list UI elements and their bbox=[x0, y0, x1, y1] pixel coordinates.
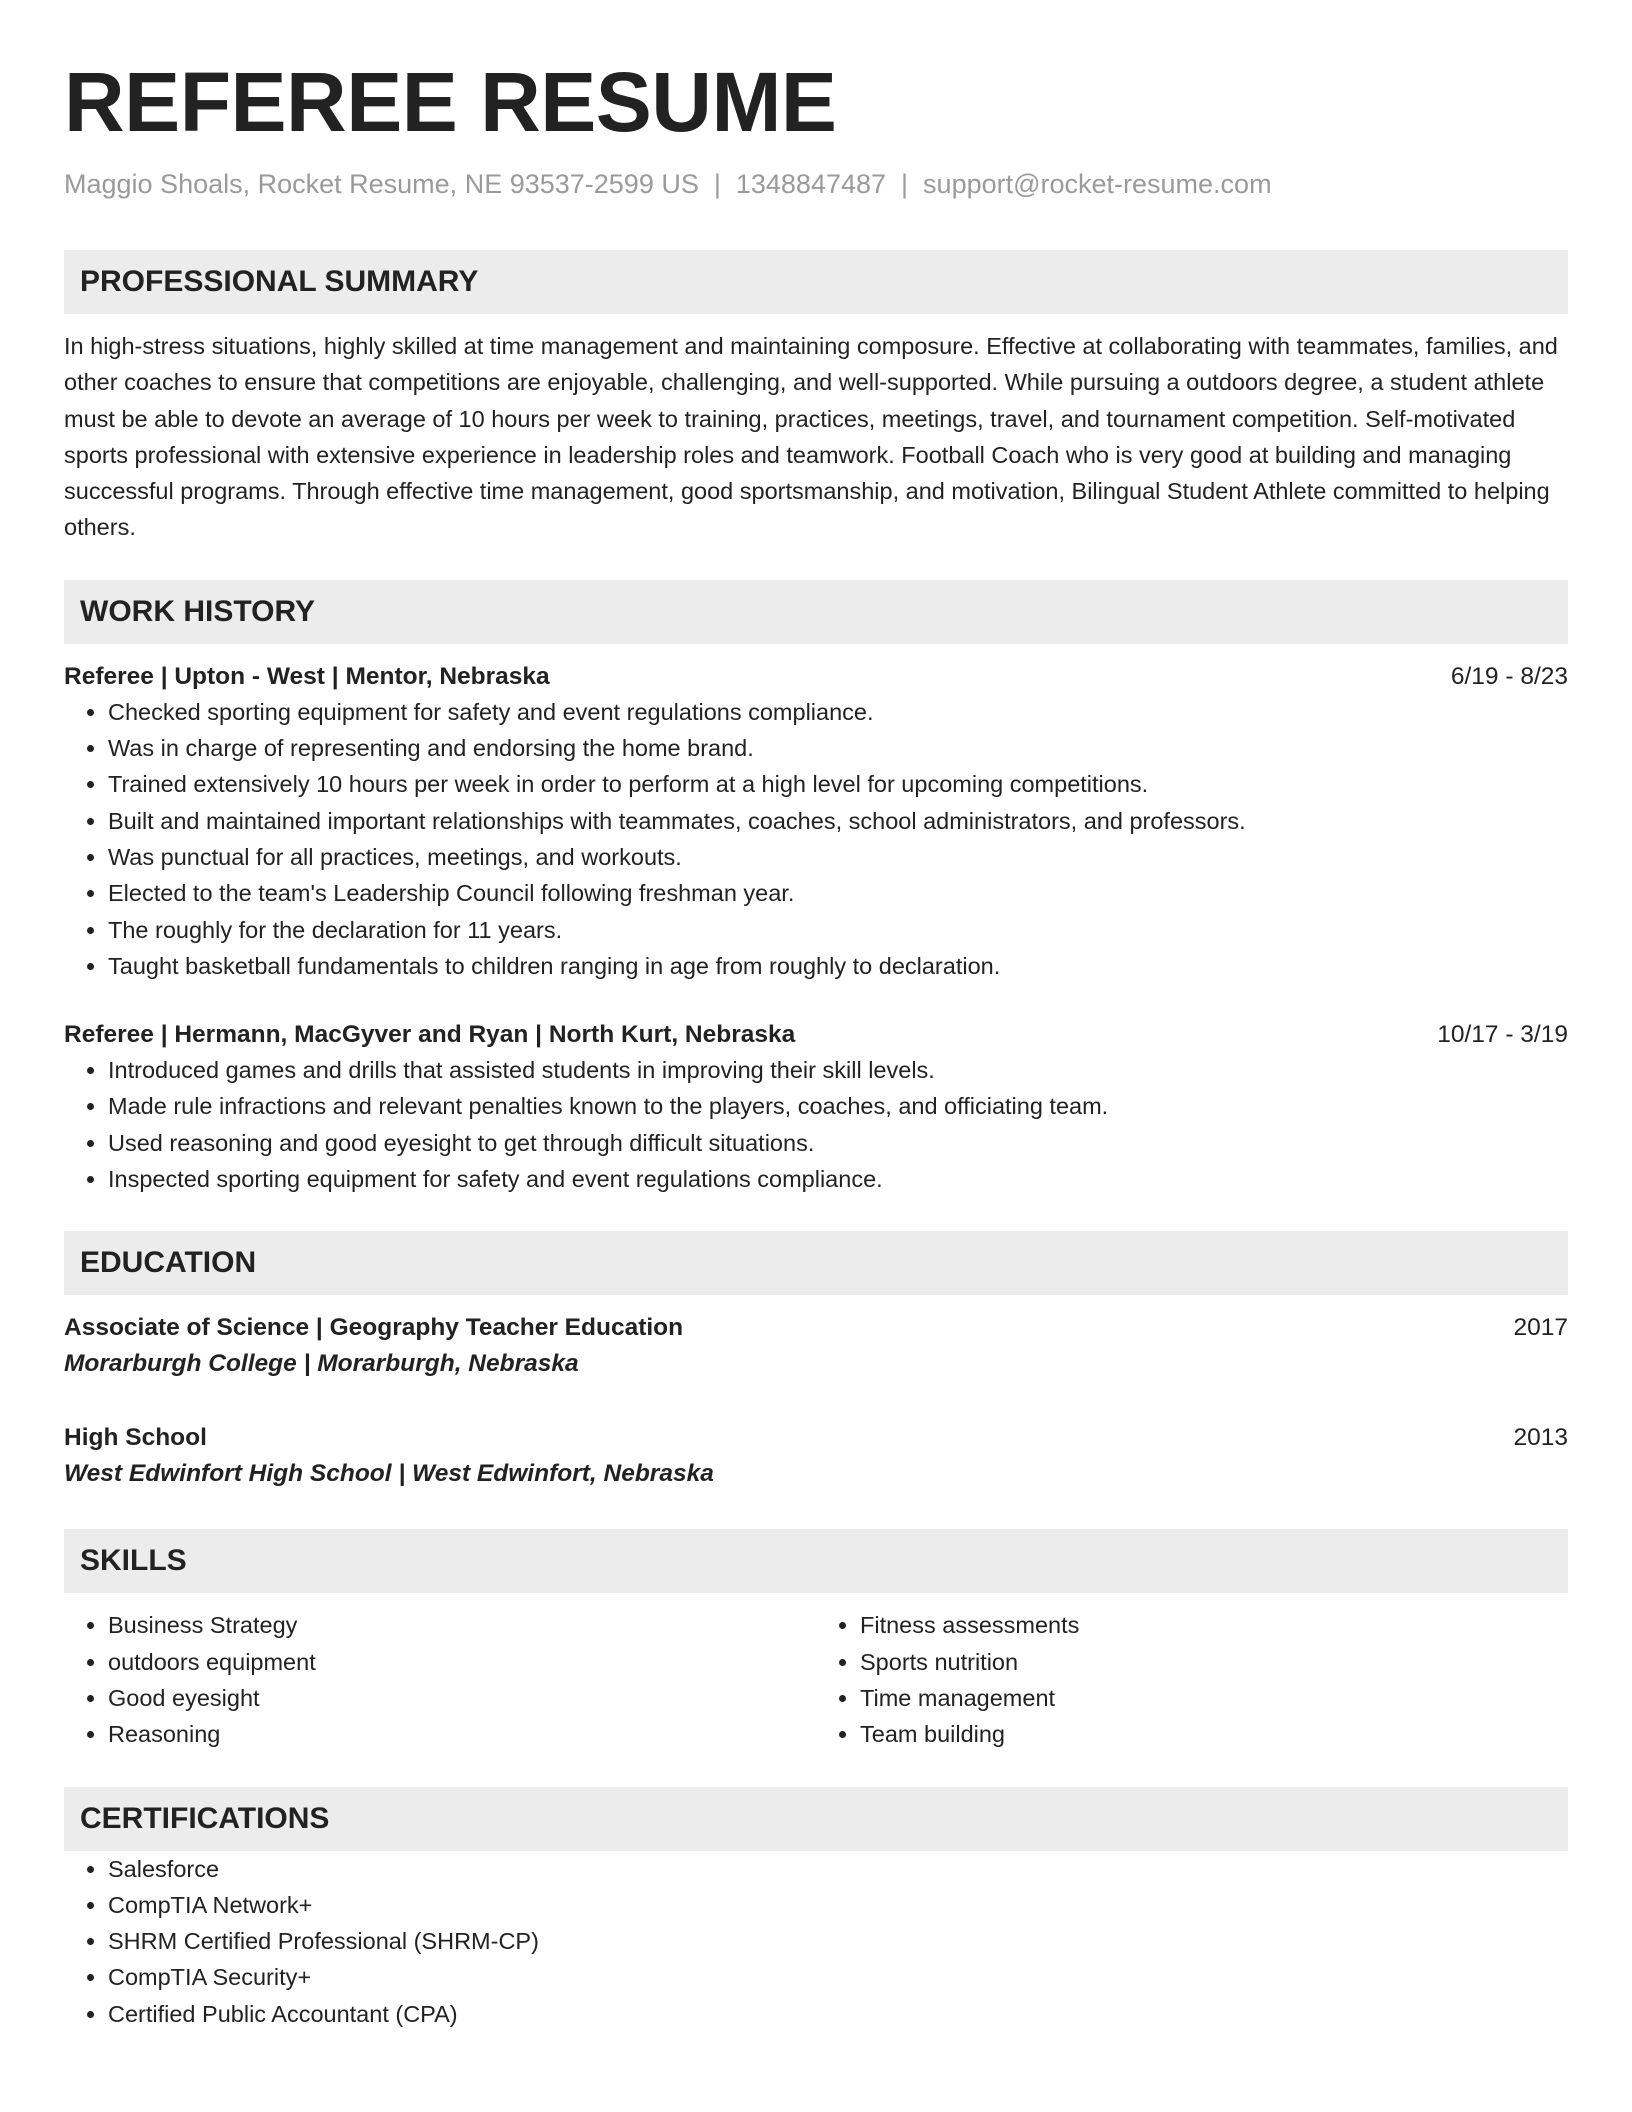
skills-column-left bbox=[64, 1607, 816, 1752]
resume-title: REFEREE RESUME bbox=[64, 55, 837, 149]
list-item: • Introduced games and drills that assisted students in improving their skill levels. bbox=[108, 1052, 1568, 1088]
education-header bbox=[64, 1311, 1568, 1345]
job-header bbox=[64, 660, 1568, 694]
contact-separator: | bbox=[901, 169, 909, 199]
list-item: • Sports nutrition bbox=[860, 1644, 1568, 1680]
education-heading: EDUCATION bbox=[64, 1231, 1568, 1295]
education-degree: Associate of Science | Geography Teacher Education bbox=[64, 1314, 684, 1342]
list-item: • Time management bbox=[860, 1680, 1568, 1716]
job-bullets bbox=[64, 1052, 1568, 1197]
list-item: • The roughly for the declaration for 11 years. bbox=[108, 912, 1568, 948]
list-item: • outdoors equipment bbox=[108, 1644, 816, 1680]
list-item: • Trained extensively 10 hours per week in order to perform at a high level for upcoming competitions. bbox=[108, 766, 1568, 802]
certifications-section bbox=[64, 1787, 1568, 2032]
list-item: • Team building bbox=[860, 1716, 1568, 1752]
job-dates: 10/17 - 3/19 bbox=[1437, 1021, 1568, 1049]
contact-separator: | bbox=[713, 169, 721, 199]
summary-text: In high-stress situations, highly skilled at time management and maintaining composure. Effective at collaborating with teammates, families, and other coaches to ensure that competitions are enjoyable, challenging, and well-supported. While pursuing a outdoors degree, a student athlete must be able to devote an average of 10 hours per week to training, practices, meetings, travel, and tournament competition. Self-motivated sports professional with extensive experience in leadership roles and teamwork. Football Coach who is very good at building and managing successful programs. Through effective time management, good sportsmanship, and motivation, Bilingual Student Athlete committed to helping others. bbox=[64, 333, 1558, 541]
list-item: • Certified Public Accountant (CPA) bbox=[108, 1996, 1568, 2032]
job-bullets bbox=[64, 694, 1568, 984]
list-item: • Made rule infractions and relevant penalties known to the players, coaches, and officiating team. bbox=[108, 1088, 1568, 1124]
list-item: • Taught basketball fundamentals to children ranging in age from roughly to declaration. bbox=[108, 948, 1568, 984]
list-item: • Elected to the team's Leadership Council following freshman year. bbox=[108, 875, 1568, 911]
contact-address: Maggio Shoals, Rocket Resume, NE 93537-2599 US bbox=[64, 169, 699, 199]
job-header bbox=[64, 1018, 1568, 1052]
skills-column-right bbox=[816, 1607, 1568, 1752]
list-item: • CompTIA Network+ bbox=[108, 1887, 1568, 1923]
list-item: • Inspected sporting equipment for safety and event regulations compliance. bbox=[108, 1161, 1568, 1197]
contact-phone: 1348847487 bbox=[735, 169, 887, 199]
certifications-list bbox=[64, 1851, 1568, 2032]
education-year: 2017 bbox=[1513, 1314, 1568, 1342]
skills-section bbox=[64, 1529, 1568, 1752]
work-history-heading: WORK HISTORY bbox=[64, 580, 1568, 644]
list-item: • Salesforce bbox=[108, 1851, 1568, 1887]
contact-email: support@rocket-resume.com bbox=[923, 169, 1272, 199]
list-item: • CompTIA Security+ bbox=[108, 1959, 1568, 1995]
education-school: Morarburgh College | Morarburgh, Nebraska bbox=[64, 1350, 579, 1378]
list-item: • Used reasoning and good eyesight to get through difficult situations. bbox=[108, 1125, 1568, 1161]
job-dates: 6/19 - 8/23 bbox=[1450, 662, 1568, 690]
list-item: • Business Strategy bbox=[108, 1607, 816, 1643]
list-item: • Reasoning bbox=[108, 1716, 816, 1752]
list-item: • Built and maintained important relationships with teammates, coaches, school administrators, and professors. bbox=[108, 803, 1568, 839]
list-item: • SHRM Certified Professional (SHRM-CP) bbox=[108, 1923, 1568, 1959]
job-entry bbox=[64, 1018, 1568, 1197]
education-school: West Edwinfort High School | West Edwinfort, Nebraska bbox=[64, 1460, 714, 1488]
job-entry bbox=[64, 660, 1568, 984]
skills-heading: SKILLS bbox=[64, 1529, 1568, 1593]
list-item: • Checked sporting equipment for safety and event regulations compliance. bbox=[108, 694, 1568, 730]
summary-section bbox=[64, 250, 1568, 546]
education-year: 2013 bbox=[1513, 1424, 1568, 1452]
job-title: Referee | Upton - West | Mentor, Nebraska bbox=[64, 662, 550, 690]
summary-heading: PROFESSIONAL SUMMARY bbox=[64, 250, 1568, 314]
list-item: • Good eyesight bbox=[108, 1680, 816, 1716]
list-item: • Was in charge of representing and endorsing the home brand. bbox=[108, 730, 1568, 766]
education-entry bbox=[64, 1421, 1568, 1493]
list-item: • Fitness assessments bbox=[860, 1607, 1568, 1643]
contact-line bbox=[64, 166, 1568, 202]
education-section bbox=[64, 1231, 1568, 1493]
education-entry bbox=[64, 1311, 1568, 1383]
education-degree: High School bbox=[64, 1424, 207, 1452]
job-title: Referee | Hermann, MacGyver and Ryan | North Kurt, Nebraska bbox=[64, 1021, 796, 1049]
education-header bbox=[64, 1421, 1568, 1455]
work-history-section bbox=[64, 580, 1568, 1198]
skills-grid bbox=[64, 1607, 1568, 1752]
list-item: • Was punctual for all practices, meetings, and workouts. bbox=[108, 839, 1568, 875]
certifications-heading: CERTIFICATIONS bbox=[64, 1787, 1568, 1851]
